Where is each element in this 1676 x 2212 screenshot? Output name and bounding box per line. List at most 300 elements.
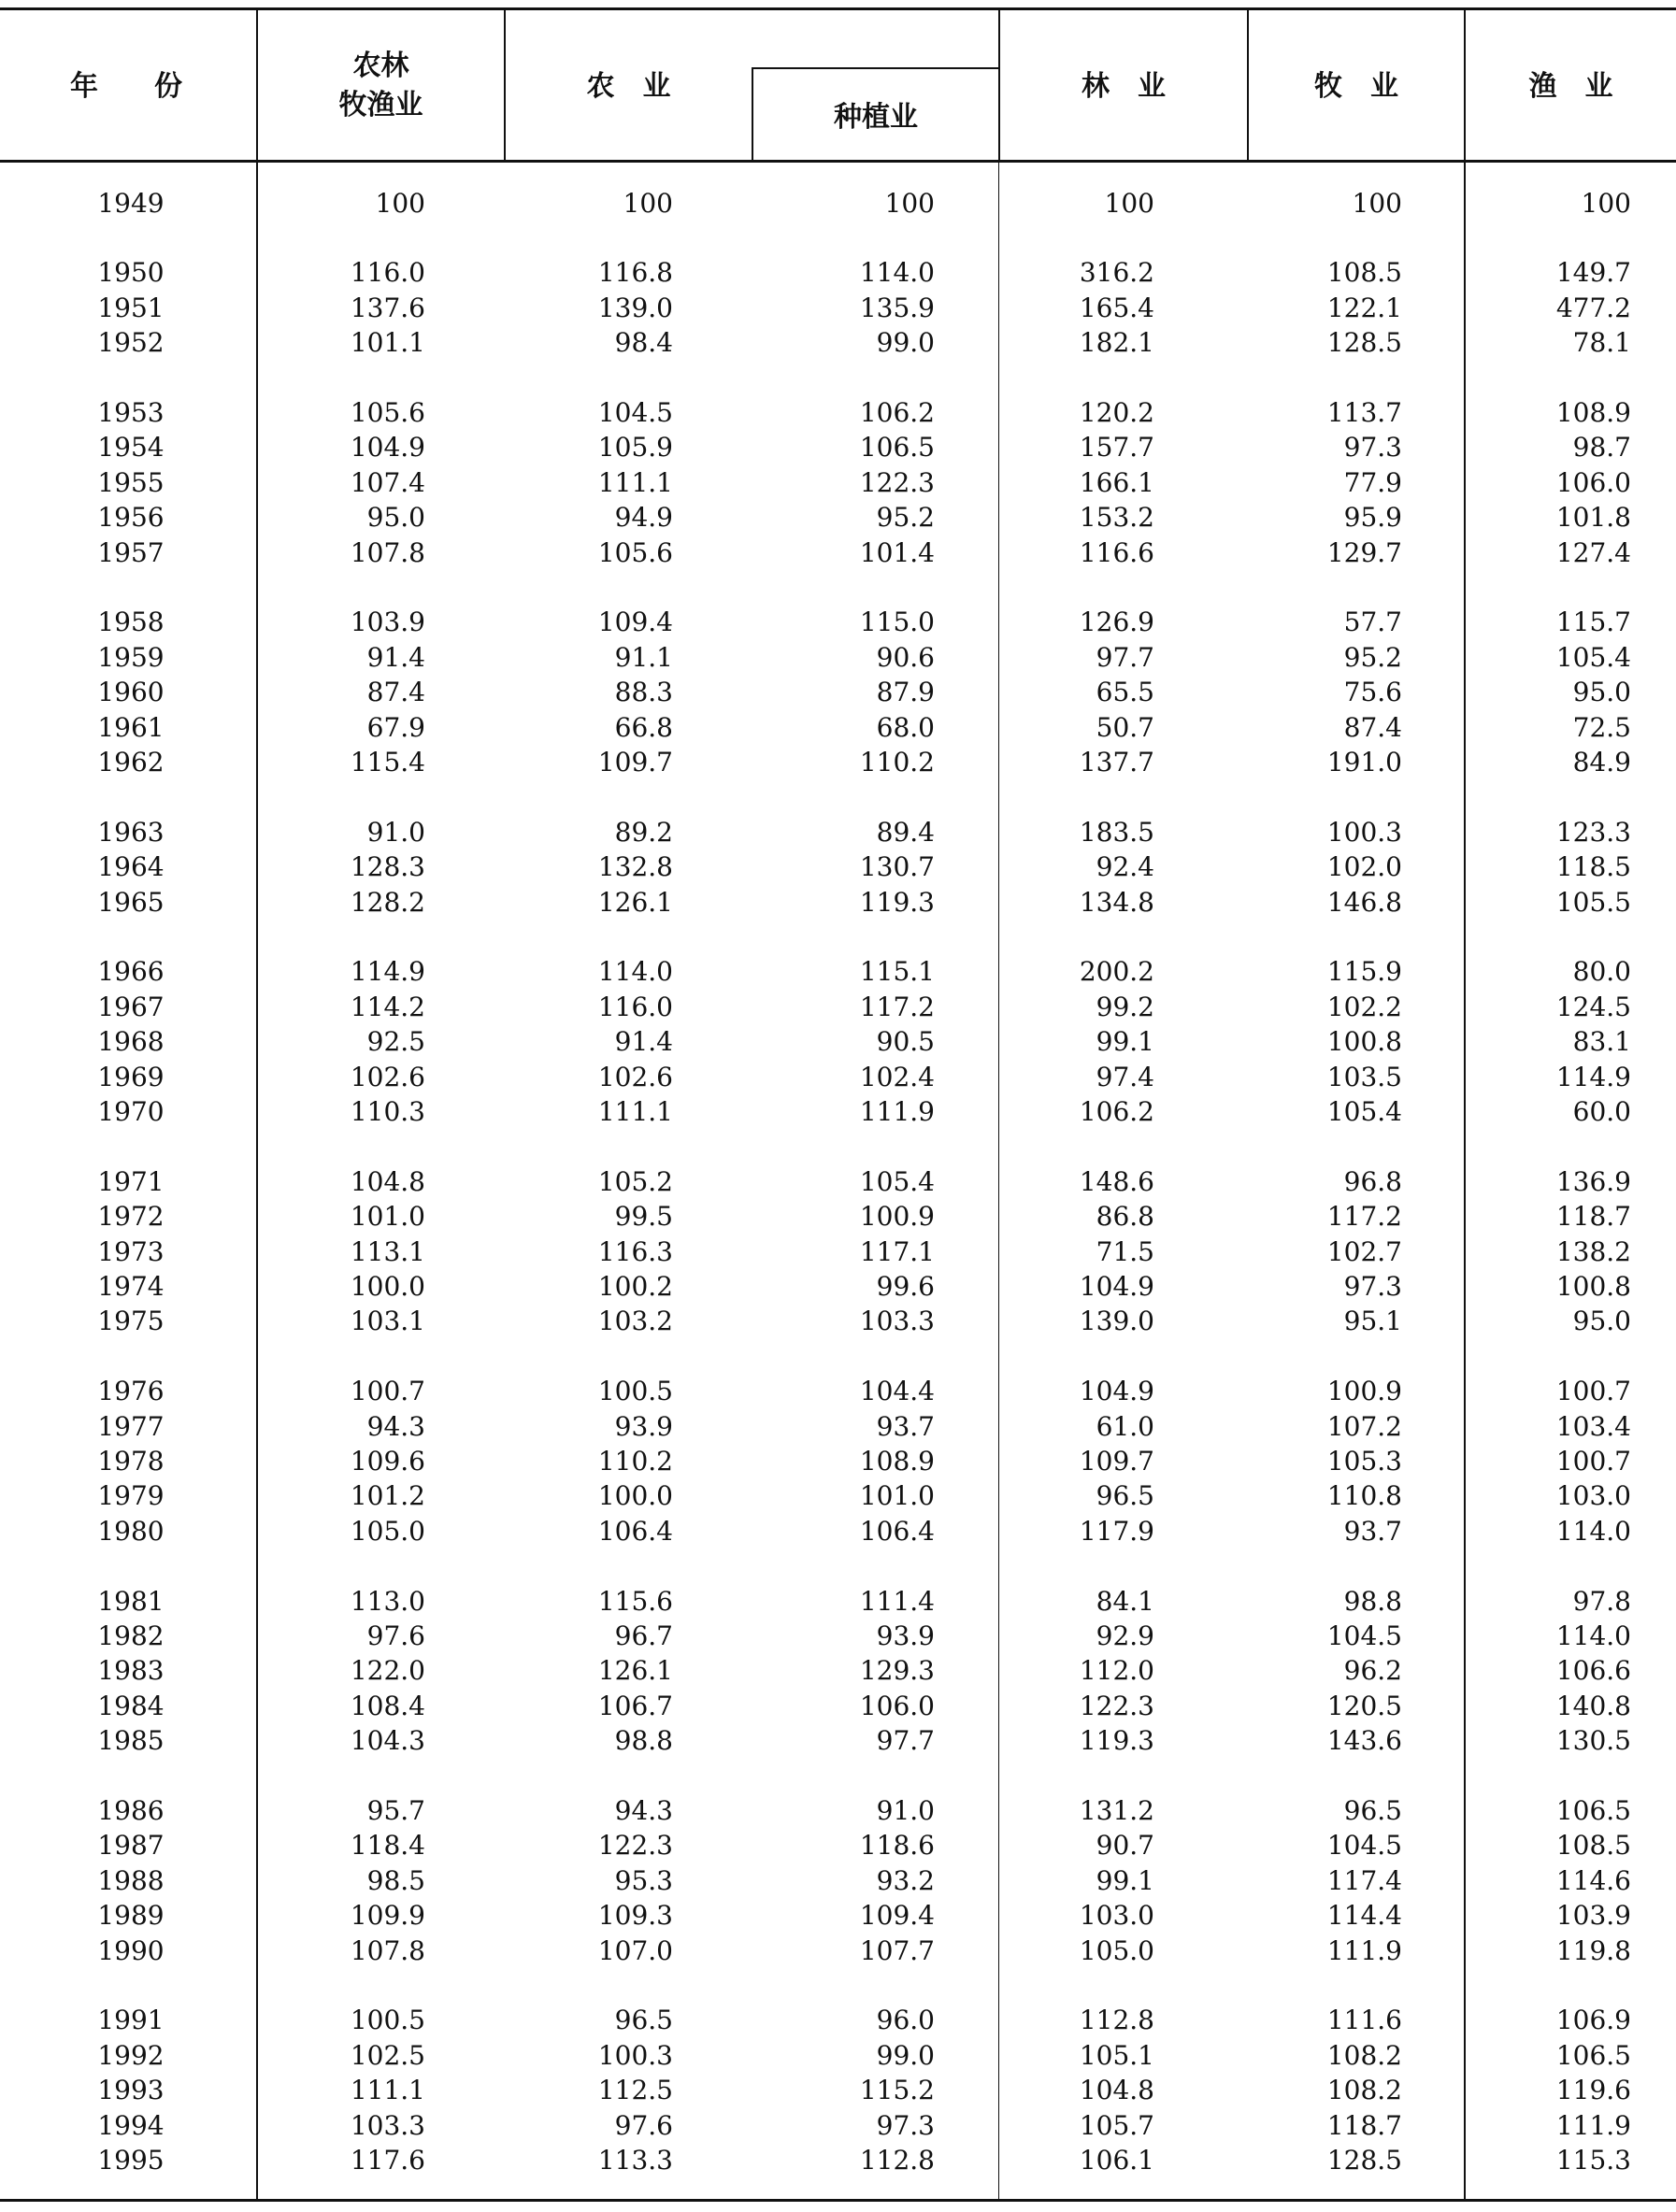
- total-cell: 100.7: [350, 1376, 425, 1406]
- fishery-cell: 140.8: [1555, 1691, 1631, 1721]
- crops-cell: 99.0: [876, 2040, 935, 2071]
- year-cell: 1955: [97, 467, 165, 498]
- table-row: [0, 885, 1676, 920]
- year-cell: 1978: [97, 1446, 165, 1477]
- animal-cell: 117.2: [1326, 1201, 1402, 1232]
- table-row: [0, 1653, 1676, 1688]
- forestry-cell: 200.2: [1079, 956, 1154, 987]
- animal-cell: 108.2: [1326, 2040, 1402, 2071]
- crops-cell: 103.3: [859, 1306, 935, 1336]
- crops-cell: 130.7: [859, 851, 935, 882]
- fishery-cell: 100.8: [1555, 1271, 1631, 1302]
- forestry-cell: 92.9: [1096, 1620, 1154, 1651]
- total-cell: 107.8: [350, 537, 425, 568]
- forestry-cell: 148.6: [1079, 1166, 1154, 1197]
- crops-cell: 89.4: [876, 817, 935, 848]
- crops-cell: 108.9: [859, 1446, 935, 1477]
- total-cell: 105.0: [350, 1516, 425, 1547]
- forestry-cell: 104.9: [1079, 1376, 1154, 1406]
- fishery-cell: 124.5: [1555, 992, 1631, 1022]
- animal-cell: 128.5: [1326, 327, 1402, 358]
- table-row: [0, 1234, 1676, 1269]
- fishery-cell: 118.5: [1555, 851, 1631, 882]
- crops-cell: 99.6: [876, 1271, 935, 1302]
- agriculture-cell: 105.6: [597, 537, 673, 568]
- total-cell: 137.6: [350, 293, 425, 323]
- year-cell: 1992: [97, 2040, 165, 2071]
- header-agriculture: 农 业: [586, 70, 671, 103]
- total-cell: 117.6: [350, 2145, 425, 2176]
- crops-cell: 117.2: [859, 992, 935, 1022]
- agriculture-cell: 100.2: [597, 1271, 673, 1302]
- crops-cell: 117.1: [859, 1236, 935, 1267]
- crops-cell: 112.8: [859, 2145, 935, 2176]
- table-row: [0, 849, 1676, 884]
- animal-cell: 111.6: [1326, 2005, 1402, 2035]
- animal-cell: 107.2: [1326, 1411, 1402, 1442]
- year-cell: 1958: [97, 607, 165, 637]
- year-cell: 1979: [97, 1480, 165, 1511]
- year-cell: 1994: [97, 2110, 165, 2141]
- fishery-cell: 111.9: [1555, 2110, 1631, 2141]
- total-cell: 102.6: [350, 1062, 425, 1092]
- animal-cell: 104.5: [1326, 1830, 1402, 1861]
- header-total: 农林 牧渔业: [338, 50, 423, 121]
- total-cell: 109.6: [350, 1446, 425, 1477]
- year-cell: 1977: [97, 1411, 165, 1442]
- table-row: [0, 535, 1676, 570]
- table-row: [0, 675, 1676, 709]
- animal-cell: 96.5: [1343, 1795, 1402, 1826]
- crops-cell: 68.0: [876, 712, 935, 743]
- agriculture-cell: 102.6: [597, 1062, 673, 1092]
- year-cell: 1993: [97, 2075, 165, 2105]
- animal-cell: 87.4: [1343, 712, 1402, 743]
- forestry-cell: 106.2: [1079, 1096, 1154, 1127]
- forestry-cell: 109.7: [1079, 1446, 1154, 1477]
- animal-cell: 143.6: [1326, 1725, 1402, 1756]
- agriculture-cell: 89.2: [614, 817, 673, 848]
- year-cell: 1981: [97, 1586, 165, 1617]
- year-cell: 1973: [97, 1236, 165, 1267]
- crops-cell: 87.9: [876, 677, 935, 707]
- agriculture-cell: 106.4: [597, 1516, 673, 1547]
- crops-cell: 122.3: [859, 467, 935, 498]
- agriculture-cell: 100.0: [597, 1480, 673, 1511]
- total-cell: 114.9: [350, 956, 425, 987]
- table-row: [0, 1060, 1676, 1094]
- crops-cell: 104.4: [859, 1376, 935, 1406]
- year-cell: 1966: [97, 956, 165, 987]
- agriculture-cell: 96.5: [614, 2005, 673, 2035]
- fishery-cell: 118.7: [1555, 1201, 1631, 1232]
- animal-cell: 95.2: [1343, 642, 1402, 673]
- total-cell: 107.4: [350, 467, 425, 498]
- year-cell: 1965: [97, 887, 165, 918]
- year-cell: 1980: [97, 1516, 165, 1547]
- year-cell: 1951: [97, 293, 165, 323]
- forestry-cell: 97.7: [1096, 642, 1154, 673]
- agriculture-cell: 109.4: [597, 607, 673, 637]
- header-crops: 种植业: [834, 101, 918, 134]
- fishery-cell: 106.6: [1555, 1655, 1631, 1686]
- forestry-cell: 134.8: [1079, 887, 1154, 918]
- animal-cell: 122.1: [1326, 293, 1402, 323]
- agriculture-cell: 100.3: [597, 2040, 673, 2071]
- forestry-cell: 112.0: [1079, 1655, 1154, 1686]
- forestry-cell: 131.2: [1079, 1795, 1154, 1826]
- crops-cell: 93.7: [876, 1411, 935, 1442]
- fishery-cell: 100.7: [1555, 1446, 1631, 1477]
- forestry-cell: 84.1: [1096, 1586, 1154, 1617]
- animal-cell: 100: [1352, 188, 1402, 219]
- total-cell: 116.0: [350, 257, 425, 288]
- forestry-cell: 105.0: [1079, 1935, 1154, 1966]
- total-cell: 103.1: [350, 1306, 425, 1336]
- fishery-cell: 101.8: [1555, 502, 1631, 533]
- table-top-rule: [0, 7, 1676, 10]
- crops-cell: 111.9: [859, 1096, 935, 1127]
- total-cell: 101.2: [350, 1480, 425, 1511]
- total-cell: 105.6: [350, 397, 425, 428]
- total-cell: 113.0: [350, 1586, 425, 1617]
- animal-cell: 97.3: [1343, 1271, 1402, 1302]
- forestry-cell: 97.4: [1096, 1062, 1154, 1092]
- agriculture-cell: 97.6: [614, 2110, 673, 2141]
- table-row: [0, 745, 1676, 779]
- table-row: [0, 1094, 1676, 1129]
- forestry-cell: 65.5: [1096, 677, 1154, 707]
- table-row: [0, 325, 1676, 360]
- year-cell: 1987: [97, 1830, 165, 1861]
- year-cell: 1991: [97, 2005, 165, 2035]
- animal-cell: 108.5: [1326, 257, 1402, 288]
- animal-cell: 102.2: [1326, 992, 1402, 1022]
- agriculture-cell: 110.2: [597, 1446, 673, 1477]
- table-row: [0, 2073, 1676, 2107]
- crops-cell: 99.0: [876, 327, 935, 358]
- crops-cell: 96.0: [876, 2005, 935, 2035]
- table-row: [0, 1374, 1676, 1408]
- agriculture-cell: 122.3: [597, 1830, 673, 1861]
- fishery-cell: 100.7: [1555, 1376, 1631, 1406]
- forestry-cell: 126.9: [1079, 607, 1154, 637]
- total-cell: 103.3: [350, 2110, 425, 2141]
- fishery-cell: 105.5: [1555, 887, 1631, 918]
- table-row: [0, 1304, 1676, 1338]
- year-cell: 1984: [97, 1691, 165, 1721]
- animal-cell: 120.5: [1326, 1691, 1402, 1721]
- agriculture-cell: 132.8: [597, 851, 673, 882]
- animal-cell: 75.6: [1343, 677, 1402, 707]
- table-row: [0, 500, 1676, 535]
- total-cell: 107.8: [350, 1935, 425, 1966]
- agriculture-cell: 109.7: [597, 747, 673, 778]
- forestry-cell: 165.4: [1079, 293, 1154, 323]
- total-cell: 118.4: [350, 1830, 425, 1861]
- table-row: [0, 1584, 1676, 1619]
- total-cell: 102.5: [350, 2040, 425, 2071]
- forestry-cell: 99.1: [1096, 1026, 1154, 1057]
- crops-cell: 115.0: [859, 607, 935, 637]
- fishery-cell: 106.9: [1555, 2005, 1631, 2035]
- forestry-cell: 61.0: [1096, 1411, 1154, 1442]
- forestry-cell: 182.1: [1079, 327, 1154, 358]
- crops-cell: 101.0: [859, 1480, 935, 1511]
- total-cell: 110.3: [350, 1096, 425, 1127]
- agriculture-cell: 109.3: [597, 1900, 673, 1931]
- fishery-cell: 477.2: [1555, 293, 1631, 323]
- animal-cell: 108.2: [1326, 2075, 1402, 2105]
- total-cell: 95.0: [366, 502, 425, 533]
- fishery-cell: 123.3: [1555, 817, 1631, 848]
- table-row: [0, 1619, 1676, 1653]
- table-row: [0, 395, 1676, 430]
- forestry-cell: 183.5: [1079, 817, 1154, 848]
- total-cell: 100.5: [350, 2005, 425, 2035]
- year-cell: 1990: [97, 1935, 165, 1966]
- table-row: [0, 710, 1676, 745]
- crops-cell: 115.1: [859, 956, 935, 987]
- fishery-cell: 72.5: [1572, 712, 1631, 743]
- fishery-cell: 103.4: [1555, 1411, 1631, 1442]
- forestry-cell: 139.0: [1079, 1306, 1154, 1336]
- total-cell: 100.0: [350, 1271, 425, 1302]
- table-row: [0, 1689, 1676, 1723]
- table-row: [0, 2038, 1676, 2073]
- fishery-cell: 115.7: [1555, 607, 1631, 637]
- total-cell: 111.1: [350, 2075, 425, 2105]
- fishery-cell: 95.0: [1572, 1306, 1631, 1336]
- crops-cell: 109.4: [859, 1900, 935, 1931]
- total-cell: 104.9: [350, 432, 425, 463]
- agriculture-cell: 126.1: [597, 887, 673, 918]
- agriculture-cell: 91.4: [614, 1026, 673, 1057]
- forestry-cell: 105.7: [1079, 2110, 1154, 2141]
- crops-cell: 105.4: [859, 1166, 935, 1197]
- forestry-cell: 105.1: [1079, 2040, 1154, 2071]
- agriculture-cell: 100.5: [597, 1376, 673, 1406]
- total-cell: 97.6: [366, 1620, 425, 1651]
- table-row: [0, 605, 1676, 639]
- table-row: [0, 1444, 1676, 1478]
- crops-cell: 106.5: [859, 432, 935, 463]
- header-bottom-rule: [0, 160, 1676, 163]
- table-row: [0, 1478, 1676, 1513]
- fishery-cell: 84.9: [1572, 747, 1631, 778]
- fishery-cell: 114.0: [1555, 1620, 1631, 1651]
- year-cell: 1960: [97, 677, 165, 707]
- year-cell: 1970: [97, 1096, 165, 1127]
- table-row: [0, 1514, 1676, 1548]
- agriculture-cell: 114.0: [597, 956, 673, 987]
- fishery-cell: 105.4: [1555, 642, 1631, 673]
- table-row: [0, 1723, 1676, 1758]
- total-cell: 67.9: [366, 712, 425, 743]
- agriculture-cell: 105.9: [597, 432, 673, 463]
- animal-cell: 93.7: [1343, 1516, 1402, 1547]
- total-cell: 98.5: [366, 1865, 425, 1896]
- forestry-cell: 103.0: [1079, 1900, 1154, 1931]
- table-row: [0, 255, 1676, 290]
- year-cell: 1956: [97, 502, 165, 533]
- forestry-cell: 112.8: [1079, 2005, 1154, 2035]
- fishery-cell: 106.0: [1555, 467, 1631, 498]
- fishery-cell: 119.6: [1555, 2075, 1631, 2105]
- table-row: [0, 2143, 1676, 2177]
- fishery-cell: 95.0: [1572, 677, 1631, 707]
- year-cell: 1976: [97, 1376, 165, 1406]
- forestry-cell: 166.1: [1079, 467, 1154, 498]
- animal-cell: 100.9: [1326, 1376, 1402, 1406]
- table-row: [0, 954, 1676, 989]
- animal-cell: 128.5: [1326, 2145, 1402, 2176]
- table-row: [0, 1863, 1676, 1898]
- year-cell: 1988: [97, 1865, 165, 1896]
- year-cell: 1957: [97, 537, 165, 568]
- forestry-cell: 104.9: [1079, 1271, 1154, 1302]
- total-cell: 91.0: [366, 817, 425, 848]
- crops-cell: 119.3: [859, 887, 935, 918]
- forestry-cell: 157.7: [1079, 432, 1154, 463]
- crops-cell: 106.4: [859, 1516, 935, 1547]
- total-cell: 114.2: [350, 992, 425, 1022]
- crops-cell: 106.0: [859, 1691, 935, 1721]
- animal-cell: 77.9: [1343, 467, 1402, 498]
- total-cell: 108.4: [350, 1691, 425, 1721]
- forestry-cell: 120.2: [1079, 397, 1154, 428]
- agriculture-cell: 111.1: [597, 467, 673, 498]
- animal-cell: 129.7: [1326, 537, 1402, 568]
- table-row: [0, 990, 1676, 1024]
- agriculture-cell: 98.8: [614, 1725, 673, 1756]
- animal-cell: 110.8: [1326, 1480, 1402, 1511]
- total-cell: 101.0: [350, 1201, 425, 1232]
- animal-cell: 95.1: [1343, 1306, 1402, 1336]
- agriculture-cell: 94.9: [614, 502, 673, 533]
- forestry-cell: 86.8: [1096, 1201, 1154, 1232]
- table-row: [0, 640, 1676, 675]
- header-forestry: 林 业: [1082, 70, 1166, 103]
- year-cell: 1983: [97, 1655, 165, 1686]
- crops-cell: 100.9: [859, 1201, 935, 1232]
- table-row: [0, 1793, 1676, 1828]
- animal-cell: 96.8: [1343, 1166, 1402, 1197]
- table-row: [0, 2108, 1676, 2143]
- forestry-cell: 119.3: [1079, 1725, 1154, 1756]
- forestry-cell: 90.7: [1096, 1830, 1154, 1861]
- crops-cell: 90.6: [876, 642, 935, 673]
- total-cell: 103.9: [350, 607, 425, 637]
- forestry-cell: 316.2: [1079, 257, 1154, 288]
- total-cell: 104.3: [350, 1725, 425, 1756]
- year-cell: 1969: [97, 1062, 165, 1092]
- crops-cell: 93.2: [876, 1865, 935, 1896]
- table-row: [0, 1024, 1676, 1059]
- crops-cell: 90.5: [876, 1026, 935, 1057]
- animal-cell: 111.9: [1326, 1935, 1402, 1966]
- table-row: [0, 1828, 1676, 1862]
- forestry-cell: 106.1: [1079, 2145, 1154, 2176]
- total-cell: 87.4: [366, 677, 425, 707]
- agriculture-cell: 91.1: [614, 642, 673, 673]
- crops-subheader-rule: [752, 67, 1000, 69]
- fishery-cell: 78.1: [1572, 327, 1631, 358]
- fishery-cell: 106.5: [1555, 2040, 1631, 2071]
- animal-cell: 103.5: [1326, 1062, 1402, 1092]
- crops-cell: 115.2: [859, 2075, 935, 2105]
- total-cell: 95.7: [366, 1795, 425, 1826]
- animal-cell: 146.8: [1326, 887, 1402, 918]
- animal-cell: 102.7: [1326, 1236, 1402, 1267]
- agriculture-cell: 88.3: [614, 677, 673, 707]
- total-cell: 94.3: [366, 1411, 425, 1442]
- year-cell: 1982: [97, 1620, 165, 1651]
- agriculture-cell: 98.4: [614, 327, 673, 358]
- agriculture-cell: 103.2: [597, 1306, 673, 1336]
- total-cell: 109.9: [350, 1900, 425, 1931]
- fishery-cell: 115.3: [1555, 2145, 1631, 2176]
- year-cell: 1972: [97, 1201, 165, 1232]
- total-cell: 113.1: [350, 1236, 425, 1267]
- crops-cell: 91.0: [876, 1795, 935, 1826]
- year-cell: 1961: [97, 712, 165, 743]
- header-fishery: 渔 业: [1528, 70, 1613, 103]
- crops-cell: 97.3: [876, 2110, 935, 2141]
- table-row: [0, 1934, 1676, 1968]
- table-row: [0, 1269, 1676, 1304]
- table-row: [0, 1164, 1676, 1199]
- crops-cell: 118.6: [859, 1830, 935, 1861]
- animal-cell: 104.5: [1326, 1620, 1402, 1651]
- fishery-cell: 97.8: [1572, 1586, 1631, 1617]
- crops-cell: 106.2: [859, 397, 935, 428]
- forestry-cell: 104.8: [1079, 2075, 1154, 2105]
- crops-cell: 110.2: [859, 747, 935, 778]
- animal-cell: 102.0: [1326, 851, 1402, 882]
- forestry-cell: 99.2: [1096, 992, 1154, 1022]
- crops-cell: 135.9: [859, 293, 935, 323]
- crops-cell: 107.7: [859, 1935, 935, 1966]
- animal-cell: 100.8: [1326, 1026, 1402, 1057]
- agriculture-cell: 107.0: [597, 1935, 673, 1966]
- year-cell: 1963: [97, 817, 165, 848]
- header-year: 年 份: [70, 70, 182, 103]
- animal-cell: 57.7: [1343, 607, 1402, 637]
- animal-cell: 118.7: [1326, 2110, 1402, 2141]
- animal-cell: 97.3: [1343, 432, 1402, 463]
- fishery-cell: 60.0: [1572, 1096, 1631, 1127]
- table-row: [0, 1199, 1676, 1234]
- agriculture-cell: 139.0: [597, 293, 673, 323]
- fishery-cell: 138.2: [1555, 1236, 1631, 1267]
- forestry-cell: 137.7: [1079, 747, 1154, 778]
- agriculture-cell: 105.2: [597, 1166, 673, 1197]
- year-cell: 1967: [97, 992, 165, 1022]
- agriculture-cell: 116.3: [597, 1236, 673, 1267]
- agriculture-cell: 115.6: [597, 1586, 673, 1617]
- year-cell: 1975: [97, 1306, 165, 1336]
- animal-cell: 98.8: [1343, 1586, 1402, 1617]
- agriculture-cell: 111.1: [597, 1096, 673, 1127]
- table-row: [0, 1409, 1676, 1444]
- animal-cell: 105.3: [1326, 1446, 1402, 1477]
- table-row: [0, 291, 1676, 325]
- animal-cell: 100.3: [1326, 817, 1402, 848]
- agriculture-cell: 93.9: [614, 1411, 673, 1442]
- forestry-cell: 122.3: [1079, 1691, 1154, 1721]
- animal-cell: 96.2: [1343, 1655, 1402, 1686]
